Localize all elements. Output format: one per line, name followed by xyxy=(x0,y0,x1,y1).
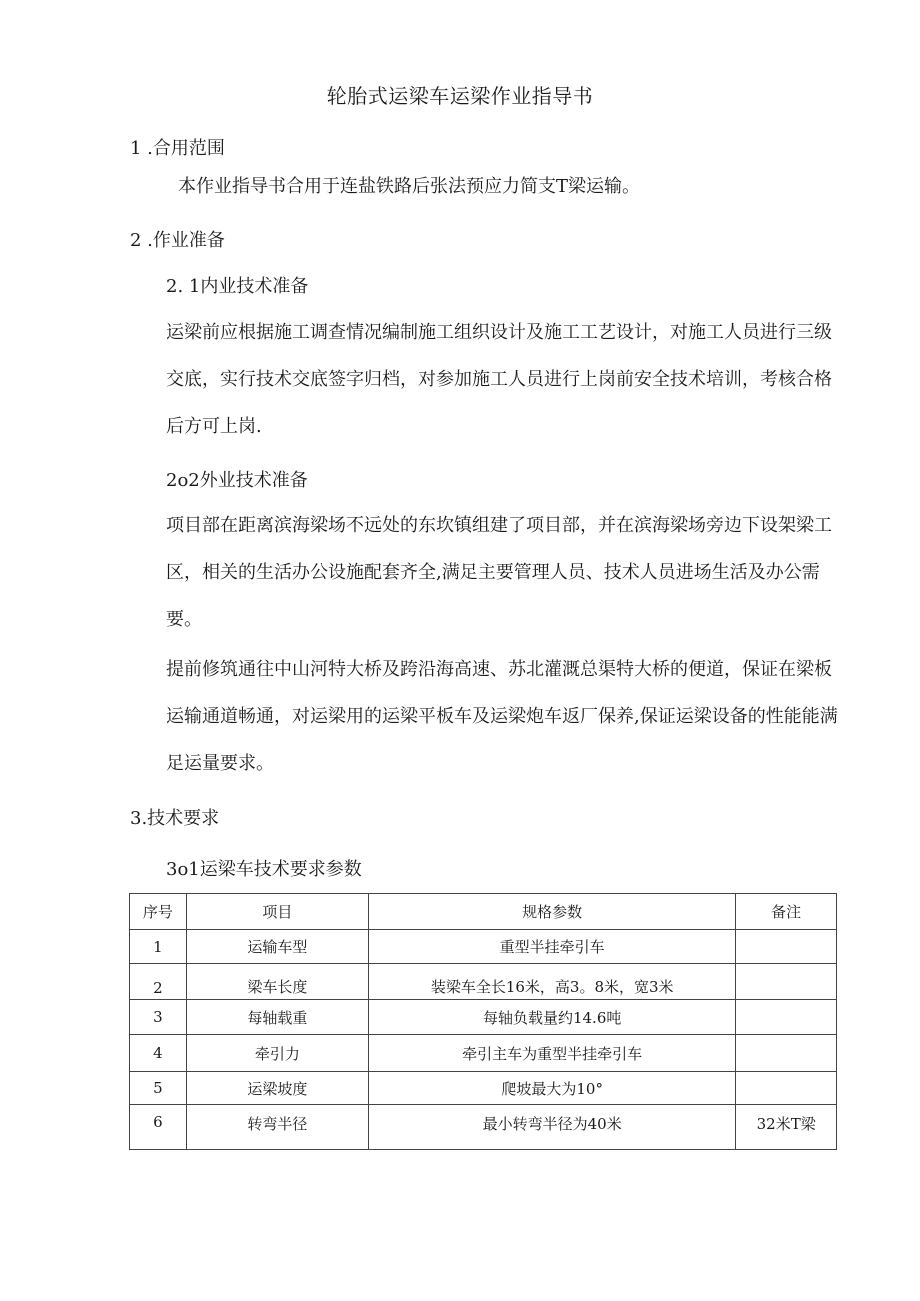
cell-index: 5 xyxy=(130,1072,187,1105)
header-spec: 规格参数 xyxy=(368,894,735,930)
document-title: 轮胎式运梁车运梁作业指导书 xyxy=(326,84,594,108)
section-2-1-text: 运梁前应根据施工调查情况编制施工组织设计及施工工艺设计，对施工人员进行三级交底，实行技术交底签字归档，对参加施工人员进行上岗前安全技术培训，考核合格后方可上岗. xyxy=(166,322,832,437)
cell-index: 2 xyxy=(130,964,187,1000)
cell-note xyxy=(736,1035,837,1072)
cell-note xyxy=(736,964,837,1000)
cell-spec: 重型半挂牵引车 xyxy=(368,930,735,964)
table-row xyxy=(130,1072,837,1105)
cell-item: 牵引力 xyxy=(186,1035,368,1072)
section-3-heading: 3.技术要求 xyxy=(130,808,220,829)
cell-note xyxy=(736,1072,837,1105)
cell-index: 1 xyxy=(130,930,187,964)
section-2-1-heading: 2. 1内业技术准备 xyxy=(166,276,309,297)
section-3-1-heading: 3o1运梁车技术要求参数 xyxy=(166,859,362,880)
header-note: 备注 xyxy=(736,894,837,930)
cell-item: 运梁坡度 xyxy=(186,1072,368,1105)
cell-note: 32米T梁 xyxy=(736,1105,837,1150)
section-2-2-heading: 2o2外业技术准备 xyxy=(166,470,308,491)
section-2-heading: 2 .作业准备 xyxy=(130,230,225,251)
header-item: 项目 xyxy=(186,894,368,930)
table-row xyxy=(130,930,837,964)
table-row xyxy=(130,964,837,1000)
spec-table xyxy=(129,893,837,1150)
table-row xyxy=(130,1105,837,1150)
cell-spec: 每轴负载量约14.6吨 xyxy=(368,1000,735,1035)
cell-note xyxy=(736,1000,837,1035)
section-2-2-text-1: 项目部在距离滨海梁场不远处的东坎镇组建了项目部，并在滨海梁场旁边下设架梁工区，相关的生活办公设施配套齐全,满足主要管理人员、技术人员进场生活及办公需要。 xyxy=(166,515,832,630)
table-header-row xyxy=(130,894,837,930)
cell-item: 梁车长度 xyxy=(186,964,368,1000)
cell-note xyxy=(736,930,837,964)
table-row xyxy=(130,1000,837,1035)
section-1-text: 本作业指导书合用于连盐铁路后张法预应力简支T梁运输。 xyxy=(178,176,641,197)
cell-item: 运输车型 xyxy=(186,930,368,964)
section-2-2-text-2: 提前修筑通往中山河特大桥及跨沿海高速、苏北灌溉总渠特大桥的便道，保证在梁板运输通道畅通，对运梁用的运梁平板车及运梁炮车返厂保养,保证运梁设备的性能能满足运量要求。 xyxy=(166,659,838,774)
cell-item: 每轴载重 xyxy=(186,1000,368,1035)
cell-spec: 牵引主车为重型半挂牵引车 xyxy=(368,1035,735,1072)
cell-spec: 最小转弯半径为40米 xyxy=(368,1105,735,1150)
cell-spec: 爬坡最大为10° xyxy=(368,1072,735,1105)
cell-index: 6 xyxy=(130,1105,187,1150)
cell-spec: 装梁车全长16米，高3。8米，宽3米 xyxy=(368,964,735,1000)
cell-item: 转弯半径 xyxy=(186,1105,368,1150)
cell-index: 4 xyxy=(130,1035,187,1072)
section-1-heading: 1 .合用范围 xyxy=(130,138,225,159)
header-index: 序号 xyxy=(130,894,187,930)
table-row xyxy=(130,1035,837,1072)
cell-index: 3 xyxy=(130,1000,187,1035)
